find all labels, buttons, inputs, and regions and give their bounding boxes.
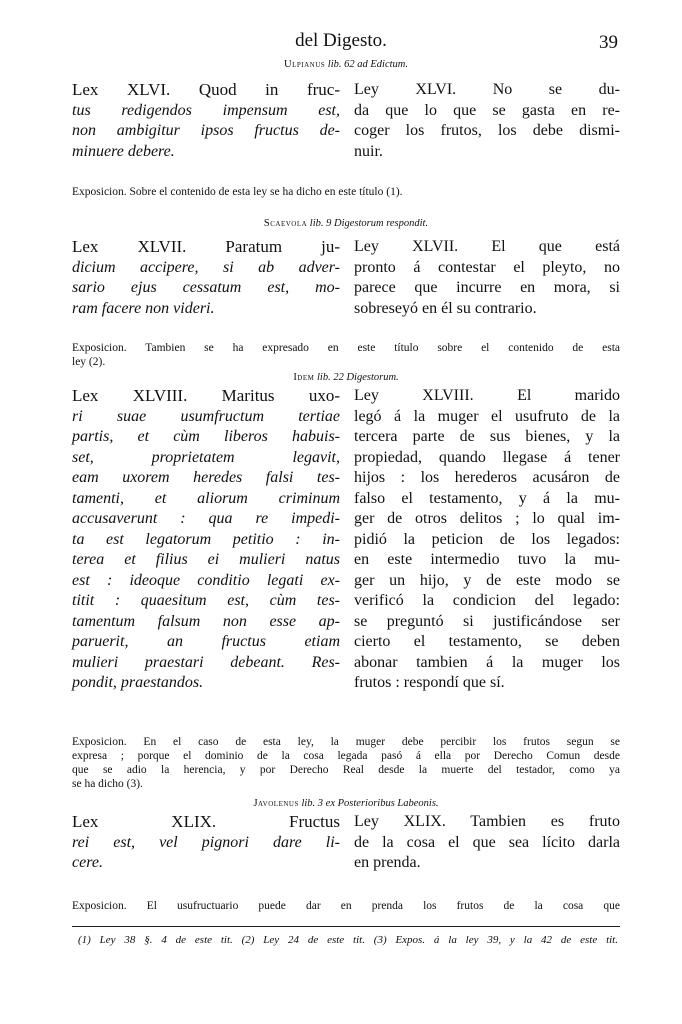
latin-text bbox=[72, 812, 340, 874]
running-title: del Digesto. bbox=[295, 30, 387, 51]
spanish-text bbox=[354, 80, 620, 162]
page-number: 39 bbox=[599, 32, 618, 53]
spanish-line: cierto el testamento, se deben bbox=[354, 633, 620, 650]
exposition-line: ley (2). bbox=[72, 356, 106, 368]
spanish-line: legó á la muger el usufruto de la bbox=[354, 407, 620, 425]
latin-line: tamenti, et aliorum criminum bbox=[72, 489, 340, 507]
spanish-line: en prenda. bbox=[354, 854, 421, 871]
spanish-text bbox=[354, 386, 620, 694]
attribution-author: Javolenus bbox=[253, 798, 299, 809]
spanish-line: Ley XLVII. El que está bbox=[354, 238, 620, 255]
latin-line: Lex XLVI. Quod in fruc- bbox=[72, 80, 340, 99]
exposition-line: se ha dicho (3). bbox=[72, 778, 143, 790]
spanish-line: coger los frutos, los debe dismi- bbox=[354, 122, 620, 139]
exposition bbox=[72, 735, 620, 791]
spanish-line: parece que incurre en mora, si bbox=[354, 279, 620, 296]
attribution-ref: lib. 3 ex Posterioribus Labeonis. bbox=[301, 798, 439, 809]
latin-line: minuere debere. bbox=[72, 142, 175, 160]
latin-line: ri suae usumfructum tertiae bbox=[72, 407, 340, 425]
spanish-line: Ley XLIX. Tambien es fruto bbox=[354, 813, 620, 830]
spanish-line: de la cosa el que sea lícito darla bbox=[354, 833, 620, 851]
spanish-line: se preguntó si justificándose ser bbox=[354, 612, 620, 630]
law-section-47 bbox=[72, 217, 620, 368]
latin-line: mulieri praestari debeant. Res- bbox=[72, 653, 340, 671]
spanish-line: sobreseyó en él su contrario. bbox=[354, 299, 537, 317]
spanish-line: en este intermedio tuvo la mu- bbox=[354, 551, 620, 568]
spanish-line: pidió la peticion de los legados: bbox=[354, 530, 620, 548]
latin-line: tamentum falsum non esse ap- bbox=[72, 612, 340, 630]
spanish-line: falso el testamento, y á la mu- bbox=[354, 489, 620, 507]
law-section-48 bbox=[72, 371, 620, 790]
exposition-line: Exposicion. Sobre el contenido de esta ley se ha dicho en este título (1). bbox=[72, 186, 403, 198]
attribution bbox=[72, 371, 620, 384]
latin-text bbox=[72, 386, 340, 694]
attribution-ref: lib. 62 ad Edictum. bbox=[327, 59, 408, 70]
latin-line: sario ejus cessatum est, mo- bbox=[72, 279, 340, 296]
spanish-line: pronto á contestar el pleyto, no bbox=[354, 258, 620, 276]
latin-line: set, proprietatem legavit, bbox=[72, 448, 340, 466]
spanish-line: tercera parte de sus bienes, y la bbox=[354, 428, 620, 445]
exposition-line: Exposicion. El usufructuario puede dar en prenda los frutos de la cosa que bbox=[72, 900, 620, 912]
exposition bbox=[72, 185, 620, 199]
attribution bbox=[72, 217, 620, 230]
spanish-line: ger un hijo, y de este modo se bbox=[354, 571, 620, 589]
latin-text bbox=[72, 237, 340, 319]
spanish-line: abonar tambien á la muger los bbox=[354, 653, 620, 671]
latin-line: rei est, vel pignori dare li- bbox=[72, 833, 340, 851]
spanish-line: verificó la condicion del legado: bbox=[354, 592, 620, 609]
latin-line: dicium accipere, si ab adver- bbox=[72, 258, 340, 276]
footnote-rule bbox=[72, 926, 620, 927]
attribution-author: Scaevola bbox=[263, 218, 308, 229]
footnotes: (1) Ley 38 §. 4 de este tit. (2) Ley 24 de este tit. (3) Expos. á la ley 39, y la 42 de este tit. bbox=[78, 934, 618, 946]
latin-line: eam uxorem heredes falsi tes- bbox=[72, 469, 340, 486]
spanish-line: hijos : los herederos acusáron de bbox=[354, 469, 620, 486]
law-section-46 bbox=[72, 58, 620, 198]
latin-line: paruerit, an fructus etiam bbox=[72, 633, 340, 650]
running-header bbox=[0, 24, 682, 54]
latin-line: Lex XLIX. Fructus bbox=[72, 812, 340, 831]
spanish-text bbox=[354, 237, 620, 319]
attribution bbox=[72, 797, 620, 810]
spanish-line: nuir. bbox=[354, 142, 383, 160]
spanish-line: propiedad, quando llegase á tener bbox=[354, 448, 620, 466]
attribution-ref: lib. 9 Digestorum respondit. bbox=[309, 218, 429, 229]
latin-line: partis, et cùm liberos habuis- bbox=[72, 428, 340, 445]
latin-line: pondit, praestandos. bbox=[72, 674, 204, 691]
attribution-author: Ulpianus bbox=[284, 59, 326, 70]
latin-line: non ambigitur ipsos fructus de- bbox=[72, 122, 340, 139]
attribution-ref: lib. 22 Digestorum. bbox=[317, 372, 399, 383]
exposition bbox=[72, 899, 620, 913]
latin-line: est : ideoque conditio legati ex- bbox=[72, 571, 340, 589]
spanish-line: frutos : respondí que sí. bbox=[354, 674, 505, 691]
exposition bbox=[72, 341, 620, 369]
attribution bbox=[72, 58, 620, 71]
attribution-author: Idem bbox=[293, 372, 315, 383]
spanish-text bbox=[354, 812, 620, 874]
latin-line: cere. bbox=[72, 854, 103, 871]
spanish-line: da que lo que se gasta en re- bbox=[354, 101, 620, 119]
law-section-49 bbox=[72, 797, 620, 912]
latin-line: titit : quaesitum est, cùm tes- bbox=[72, 592, 340, 609]
exposition-line: Exposicion. Tambien se ha expresado en este título sobre el contenido de esta bbox=[72, 342, 620, 354]
latin-line: ram facere non videri. bbox=[72, 299, 215, 317]
latin-line: terea et filius ei mulieri natus bbox=[72, 551, 340, 568]
latin-line: accusaverunt : qua re impedi- bbox=[72, 510, 340, 527]
latin-line: Lex XLVII. Paratum ju- bbox=[72, 237, 340, 256]
latin-line: tus redigendos impensum est, bbox=[72, 101, 340, 119]
spanish-line: Ley XLVI. No se du- bbox=[354, 81, 620, 98]
latin-text bbox=[72, 80, 340, 162]
spanish-line: ger de otros delitos ; lo qual im- bbox=[354, 510, 620, 527]
latin-line: ta est legatorum petitio : in- bbox=[72, 530, 340, 548]
exposition-line: expresa ; porque el dominio de la cosa legada pasó á ella por Derecho Comun desde bbox=[72, 750, 620, 762]
exposition-line: que se adio la herencia, y por Derecho Real desde la muerte del testador, como ya bbox=[72, 764, 620, 776]
latin-line: Lex XLVIII. Maritus uxo- bbox=[72, 386, 340, 405]
spanish-line: Ley XLVIII. El marido bbox=[354, 387, 620, 404]
exposition-line: Exposicion. En el caso de esta ley, la muger debe percibir los frutos segun se bbox=[72, 736, 620, 748]
